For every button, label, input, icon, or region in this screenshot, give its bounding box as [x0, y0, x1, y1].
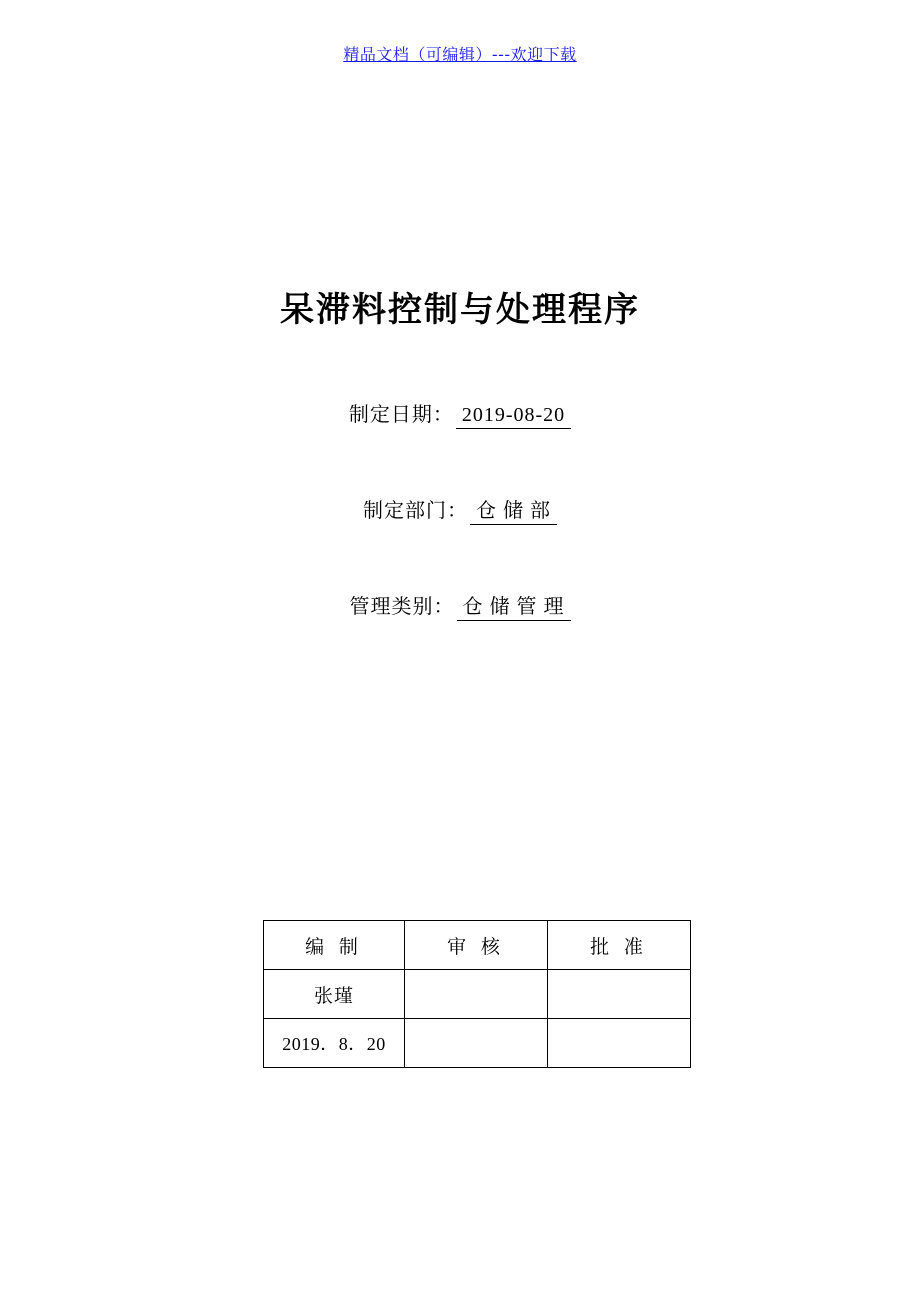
download-banner: [0, 42, 920, 65]
meta-value-department: 仓 储 部: [470, 494, 557, 525]
cell-approved-name: [548, 970, 691, 1019]
table-header-prepared: 编 制: [264, 921, 405, 970]
meta-row-category: [0, 590, 920, 621]
meta-row-department: [0, 494, 920, 525]
cell-prepared-date: 2019．8．20: [264, 1019, 405, 1068]
table-row-header: [264, 921, 691, 970]
cell-reviewed-date: [405, 1019, 548, 1068]
cell-approved-date: [548, 1019, 691, 1068]
meta-label-department: 制定部门：: [363, 500, 468, 522]
page-title: 呆滞料控制与处理程序: [280, 290, 640, 330]
download-banner-link[interactable]: 精品文档（可编辑）---欢迎下载: [343, 45, 577, 64]
meta-value-category: 仓 储 管 理: [457, 590, 571, 621]
table-row: [264, 970, 691, 1019]
cell-prepared-name: 张瑾: [264, 970, 405, 1019]
meta-value-date: 2019-08-20: [456, 404, 571, 429]
table-row: [264, 1019, 691, 1068]
table-header-approved: 批 准: [548, 921, 691, 970]
signature-table: [263, 920, 691, 1068]
meta-label-category: 管理类别：: [349, 596, 455, 618]
meta-label-date: 制定日期：: [348, 404, 454, 426]
cell-reviewed-name: [405, 970, 548, 1019]
table-header-reviewed: 审 核: [405, 921, 548, 970]
meta-row-date: [0, 398, 920, 429]
